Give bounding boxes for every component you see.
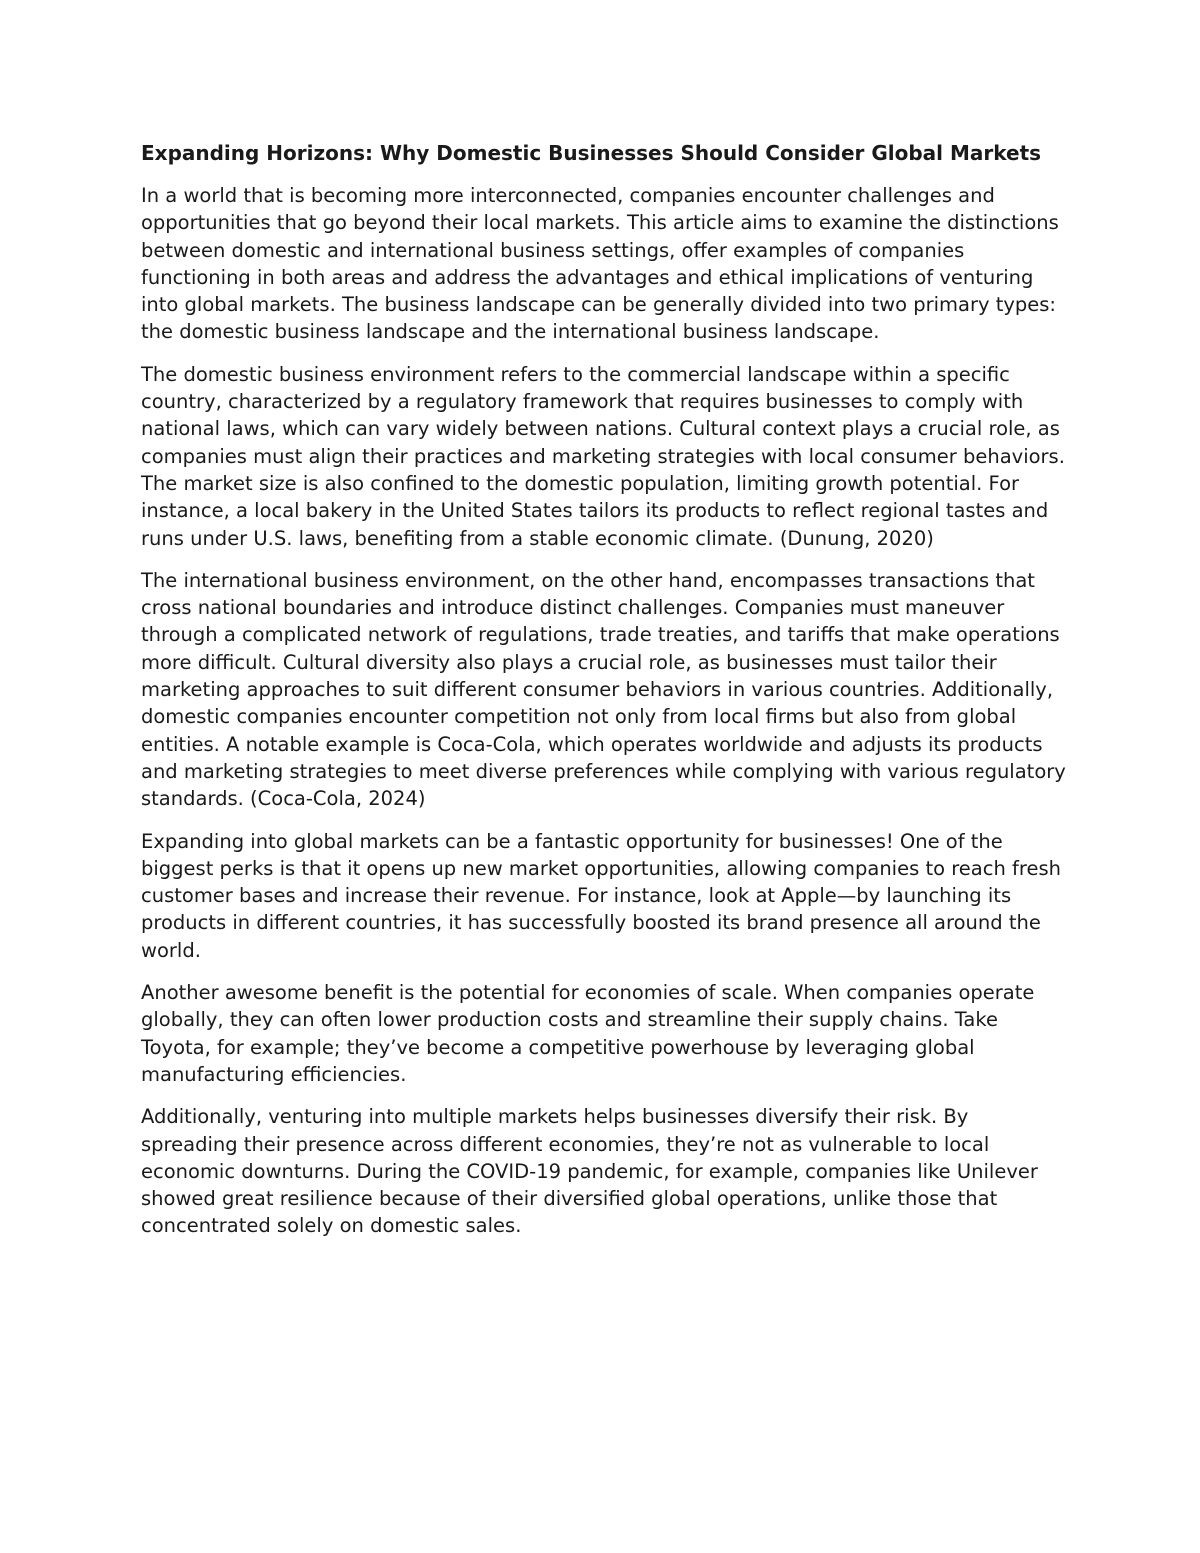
paragraph-global-opportunity: Expanding into global markets can be a fantastic opportunity for businesses! One of the biggest perks is that it opens up new market opportunities, allowing companies to reach fresh customer bases and increase their revenue. For instance, look at Apple—by launching its products in different countries, it has successfully boosted its brand presence all around the world.: [141, 829, 1062, 962]
paragraph-intro: In a world that is becoming more interconnected, companies encounter challenges and opportunities that go beyond their local markets. This article aims to examine the distinctions between domestic and international business settings, offer examples of companies functioning in both areas and address the advantages and ethical implications of venturing into global markets. The business landscape can be generally divided into two primary types: the domestic business landscape and the international business landscape.: [141, 184, 1059, 344]
paragraph-economies-of-scale: Another awesome benefit is the potential for economies of scale. When companies operate globally, they can often lower production costs and streamline their supply chains. Take Toyota, for example; they’ve become a competitive powerhouse by leveraging global manufacturing efficiencies.: [141, 981, 1035, 1086]
paragraph-risk-diversification: Additionally, venturing into multiple markets helps businesses diversify their risk. By spreading their presence across different economies, they’re not as vulnerable to local economic downturns. During the COVID-19 pandemic, for example, companies like Unilever showed great resilience because of their diversified global operations, unlike those that concentrated solely on domestic sales.: [141, 1105, 1038, 1238]
document-page: [141, 140, 1066, 1255]
paragraph-domestic-environment: The domestic business environment refers to the commercial landscape within a specific country, characterized by a regulatory framework that requires businesses to comply with national laws, which can vary widely between nations. Cultural context plays a crucial role, as companies must align their practices and marketing strategies with local consumer behaviors. The market size is also confined to the domestic population, limiting growth potential. For instance, a local bakery in the United States tailors its products to reflect regional tastes and runs under U.S. laws, benefiting from a stable economic climate. (Dunung, 2020): [141, 362, 1065, 550]
paragraph-international-environment: The international business environment, on the other hand, encompasses transactions that cross national boundaries and introduce distinct challenges. Companies must maneuver through a complicated network of regulations, trade treaties, and tariffs that make operations more difficult. Cultural diversity also plays a crucial role, as businesses must tailor their marketing approaches to suit different consumer behaviors in various countries. Additionally, domestic companies encounter competition not only from local firms but also from global entities. A notable example is Coca-Cola, which operates worldwide and adjusts its products and marketing strategies to meet diverse preferences while complying with various regulatory standards. (Coca-Cola, 2024): [141, 568, 1066, 811]
document-title: Expanding Horizons: Why Domestic Businesses Should Consider Global Markets: [141, 141, 1042, 165]
